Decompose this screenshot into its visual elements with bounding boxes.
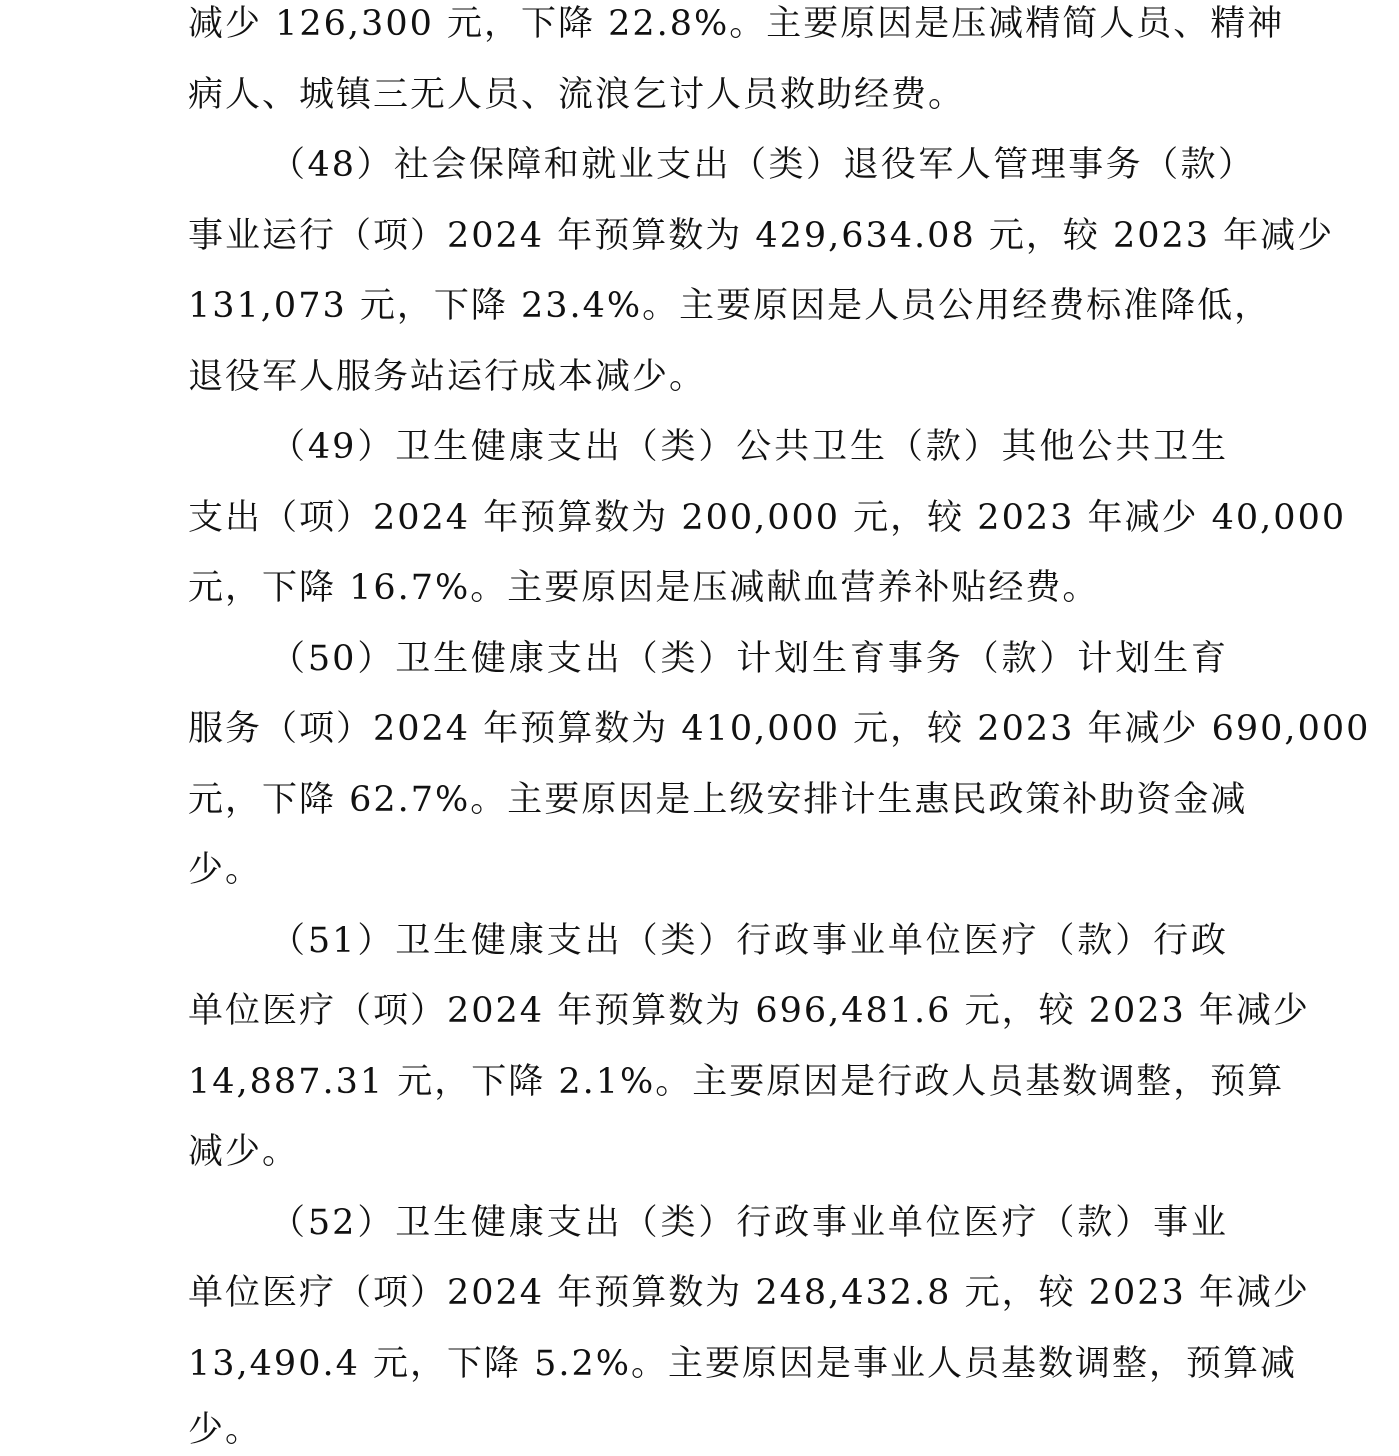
- text-line: 单位医疗（项）2024 年预算数为 696,481.6 元，较 2023 年减少: [188, 991, 1310, 1031]
- text-line: （51）卫生健康支出（类）行政事业单位医疗（款）行政: [270, 921, 1228, 961]
- text-line: 减少 126,300 元，下降 22.8%。主要原因是压减精简人员、精神: [188, 4, 1285, 44]
- text-line: 13,490.4 元，下降 5.2%。主要原因是事业人员基数调整，预算减: [188, 1344, 1298, 1384]
- text-line: 131,073 元，下降 23.4%。主要原因是人员公用经费标准降低，: [188, 286, 1272, 326]
- text-line: 支出（项）2024 年预算数为 200,000 元，较 2023 年减少 40,000: [188, 498, 1347, 538]
- text-line: 14,887.31 元，下降 2.1%。主要原因是行政人员基数调整，预算: [188, 1062, 1285, 1102]
- text-line: 元，下降 62.7%。主要原因是上级安排计生惠民政策补助资金减: [188, 780, 1248, 820]
- text-line: 事业运行（项）2024 年预算数为 429,634.08 元，较 2023 年减少: [188, 216, 1335, 256]
- text-line: 病人、城镇三无人员、流浪乞讨人员救助经费。: [188, 75, 966, 115]
- text-line: （50）卫生健康支出（类）计划生育事务（款）计划生育: [270, 639, 1228, 679]
- text-line: 减少。: [188, 1132, 300, 1172]
- text-line: 少。: [188, 1410, 263, 1450]
- text-line: （49）卫生健康支出（类）公共卫生（款）其他公共卫生: [270, 427, 1228, 467]
- text-line: 单位医疗（项）2024 年预算数为 248,432.8 元，较 2023 年减少: [188, 1273, 1310, 1313]
- text-line: 元，下降 16.7%。主要原因是压减献血营养补贴经费。: [188, 568, 1100, 608]
- text-line: 退役军人服务站运行成本减少。: [188, 357, 707, 397]
- text-line: （52）卫生健康支出（类）行政事业单位医疗（款）事业: [270, 1203, 1228, 1243]
- text-line: 服务（项）2024 年预算数为 410,000 元，较 2023 年减少 690,000: [188, 709, 1371, 749]
- text-line: （48）社会保障和就业支出（类）退役军人管理事务（款）: [270, 145, 1255, 185]
- text-line: 少。: [188, 850, 263, 890]
